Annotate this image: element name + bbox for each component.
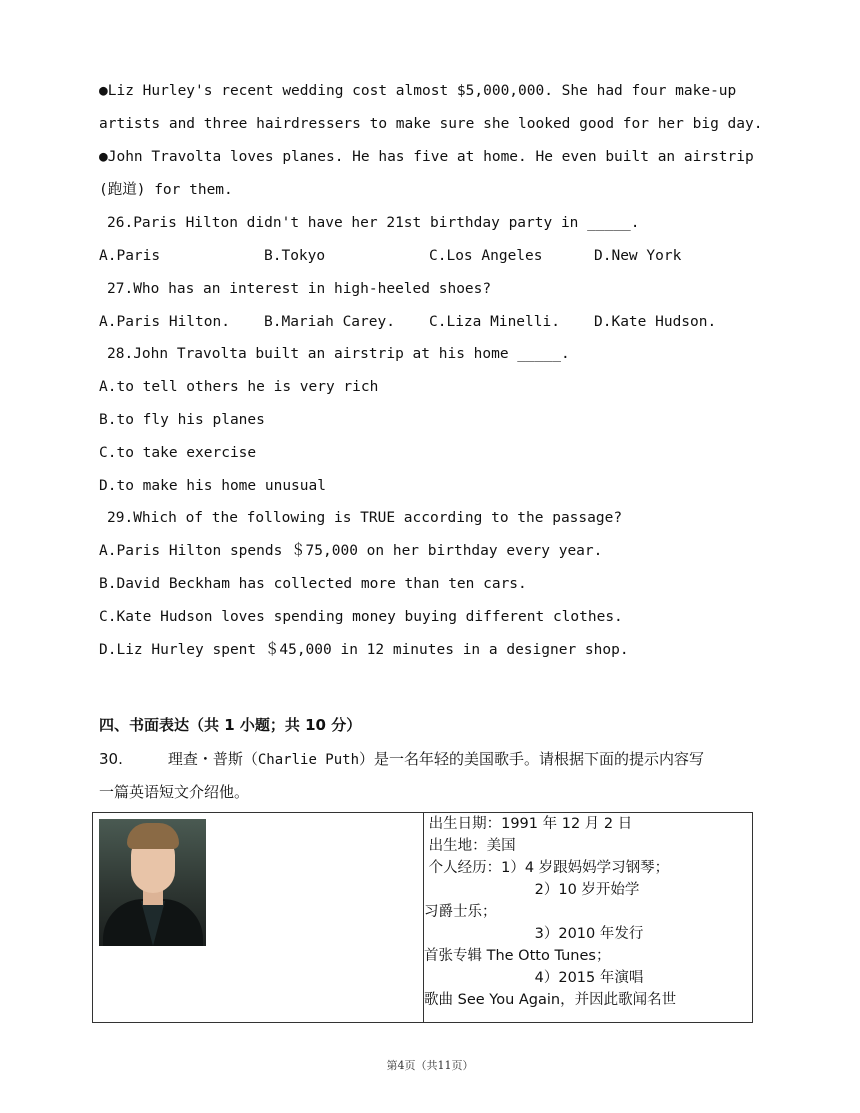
photo-cell <box>93 813 424 1023</box>
option-c: C.to take exercise <box>99 445 257 461</box>
info-line: 歌曲 See You Again，并因此歌闻名世 <box>424 992 677 1008</box>
info-cell <box>424 813 753 1023</box>
option-d: D.New York <box>594 248 682 264</box>
task-prompt-line-1 <box>99 749 704 770</box>
info-line: 2）10 岁开始学 <box>424 882 640 898</box>
info-line: 首张专辑 The Otto Tunes； <box>424 948 611 964</box>
question-stem: 28.John Travolta built an airstrip at his home _____. <box>107 346 570 362</box>
task-prompt-line-2: 一篇英语短文介绍他。 <box>99 783 250 801</box>
info-line: 个人经历：1）4 岁跟妈妈学习钢琴； <box>424 860 670 876</box>
passage-line: ●Liz Hurley's recent wedding cost almost $5,000,000. She had four make-up <box>99 83 737 99</box>
option-b: B.David Beckham has collected more than ten cars. <box>99 576 527 592</box>
info-line: 3）2010 年发行 <box>424 926 644 942</box>
option-b: B.to fly his planes <box>99 412 265 428</box>
option-d: D.Liz Hurley spent ＄45,000 in 12 minutes in a designer shop. <box>99 642 629 658</box>
option-d: D.to make his home unusual <box>99 478 326 494</box>
option-b: B.Tokyo <box>264 248 326 264</box>
section-heading: 四、书面表达（共 1 小题；共 10 分） <box>99 716 362 734</box>
info-table <box>92 812 753 1023</box>
passage-line: ●John Travolta loves planes. He has five at home. He even built an airstrip <box>99 149 754 165</box>
option-a: A.Paris Hilton. <box>99 314 230 330</box>
question-stem: 27.Who has an interest in high-heeled shoes? <box>107 281 492 297</box>
option-c: C.Los Angeles <box>429 248 543 264</box>
option-b: B.Mariah Carey. <box>264 314 395 330</box>
singer-photo <box>99 819 206 946</box>
page-footer: 第4页（共11页） <box>386 1059 474 1072</box>
passage-line: artists and three hairdressers to make sure she looked good for her big day. <box>99 116 763 132</box>
option-a: A.to tell others he is very rich <box>99 379 379 395</box>
info-line: 出生日期：1991 年 12 月 2 日 <box>424 816 633 832</box>
option-a: A.Paris Hilton spends ＄75,000 on her birthday every year. <box>99 543 603 559</box>
option-c: C.Liza Minelli. <box>429 314 560 330</box>
task-text-b: ）是一名年轻的美国歌手。请根据下面的提示内容写 <box>359 750 705 768</box>
task-name: Charlie Puth <box>257 752 360 768</box>
info-line: 习爵士乐； <box>424 904 497 920</box>
question-stem: 29.Which of the following is TRUE according to the passage? <box>107 510 623 526</box>
task-text-a: 理查・普斯（ <box>167 750 258 768</box>
passage-line: (跑道) for them. <box>99 182 233 198</box>
option-c: C.Kate Hudson loves spending money buying different clothes. <box>99 609 623 625</box>
question-stem: 26.Paris Hilton didn't have her 21st birthday party in _____. <box>107 215 640 231</box>
option-a: A.Paris <box>99 248 161 264</box>
info-line: 出生地：美国 <box>424 838 516 854</box>
task-number: 30. <box>99 750 123 768</box>
info-line: 4）2015 年演唱 <box>424 970 644 986</box>
option-d: D.Kate Hudson. <box>594 314 717 330</box>
